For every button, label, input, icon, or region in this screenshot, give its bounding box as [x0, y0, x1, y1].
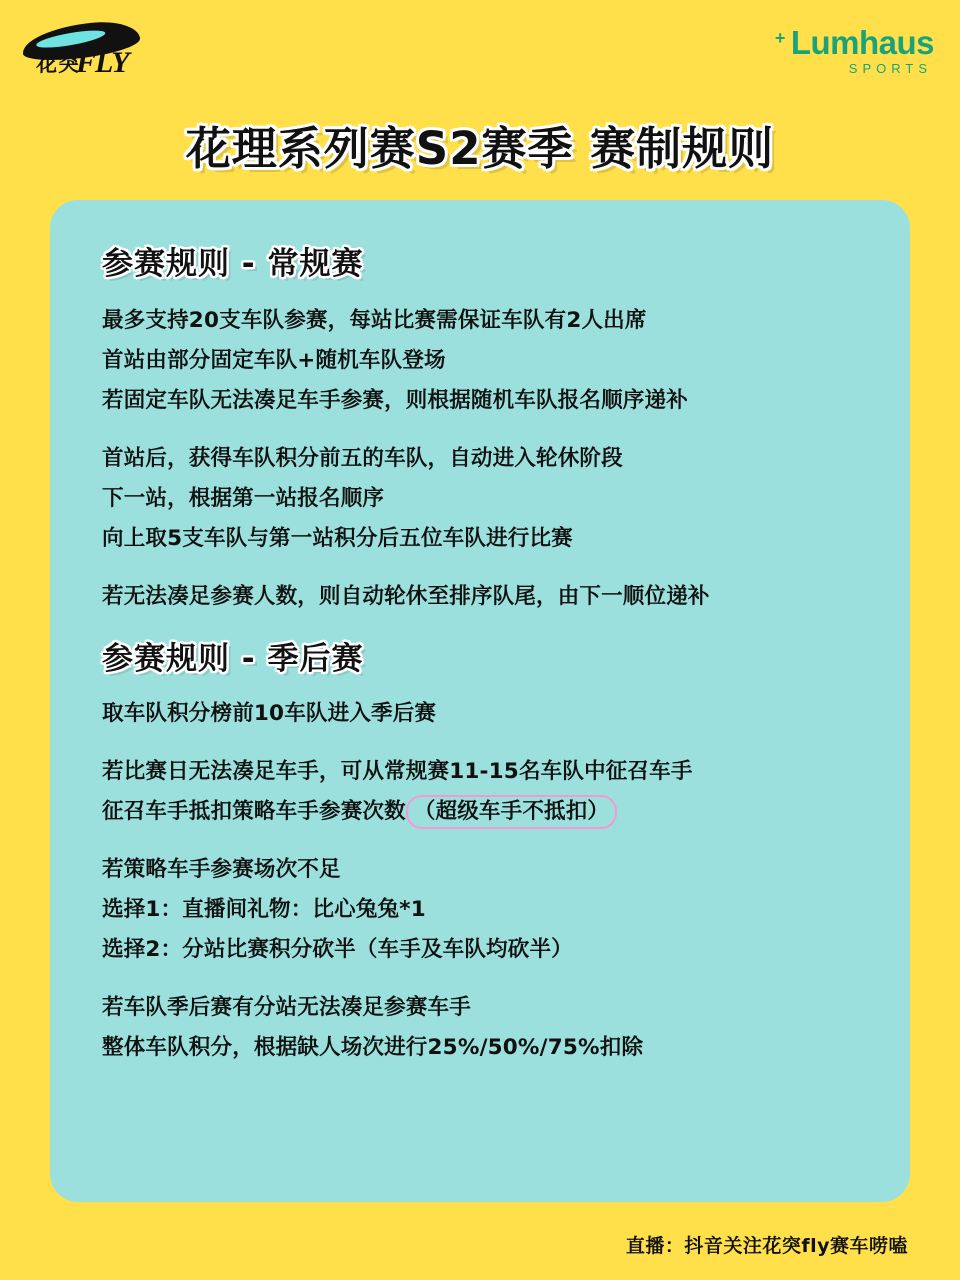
rule-block — [102, 696, 870, 732]
section-heading-playoff: 参赛规则 - 季后赛 — [102, 641, 364, 677]
logo-right-subtitle: SPORTS — [848, 61, 932, 76]
logo-right-name: Lumhaus — [790, 24, 934, 61]
rule-block-highlighted — [102, 754, 870, 830]
rule-block — [102, 990, 870, 1066]
logo-huafei-fly — [22, 18, 142, 86]
rule-line: 若车队季后赛有分站无法凑足参赛车手 — [102, 995, 471, 1020]
rule-line-text: 若比赛日无法凑足车手，可从常规赛11-15名车队中征召车手 — [102, 759, 693, 784]
rule-line: 若无法凑足参赛人数，则自动轮休至排序队尾，由下一顺位递补 — [102, 584, 710, 609]
logo-lumhaus-sports — [774, 24, 934, 76]
rule-line-text: 征召车手抵扣策略车手参赛次数 — [102, 799, 406, 824]
rule-line: 取车队积分榜前10车队进入季后赛 — [102, 701, 437, 726]
section-heading-regular: 参赛规则 - 常规赛 — [102, 246, 364, 282]
rule-line — [102, 794, 870, 830]
rule-line: 首站由部分固定车队+随机车队登场 — [102, 348, 446, 373]
rule-line: 向上取5支车队与第一站积分后五位车队进行比赛 — [102, 526, 573, 551]
rule-line: 若固定车队无法凑足车手参赛，则根据随机车队报名顺序递补 — [102, 388, 688, 413]
rule-line: 选择2：分站比赛积分砍半（车手及车队均砍半） — [102, 937, 573, 962]
logo-left-en-text: FLY — [76, 46, 129, 79]
rule-line: 下一站，根据第一站报名顺序 — [102, 486, 385, 511]
page-title: 花理系列赛S2赛季 赛制规则 — [185, 122, 775, 175]
rule-line: 首站后，获得车队积分前五的车队，自动进入轮休阶段 — [102, 446, 623, 471]
rule-block — [102, 441, 870, 557]
logo-left-cn-text: 花突 — [36, 52, 80, 76]
rule-block — [102, 852, 870, 968]
rule-line — [102, 754, 870, 790]
highlight-note: （超级车手不抵扣） — [406, 795, 617, 829]
plus-icon: + — [774, 28, 786, 48]
rule-line: 整体车队积分，根据缺人场次进行25%/50%/75%扣除 — [102, 1035, 644, 1060]
footer-livestream-note: 直播：抖音关注花突fly赛车唠嗑 — [625, 1235, 908, 1257]
rule-block — [102, 579, 870, 615]
rule-block — [102, 303, 870, 419]
page-header — [0, 0, 960, 100]
rule-line: 最多支持20支车队参赛，每站比赛需保证车队有2人出席 — [102, 308, 647, 333]
rules-card — [50, 200, 910, 1202]
rule-line: 若策略车手参赛场次不足 — [102, 857, 341, 882]
rule-line: 选择1：直播间礼物：比心兔兔*1 — [102, 897, 426, 922]
